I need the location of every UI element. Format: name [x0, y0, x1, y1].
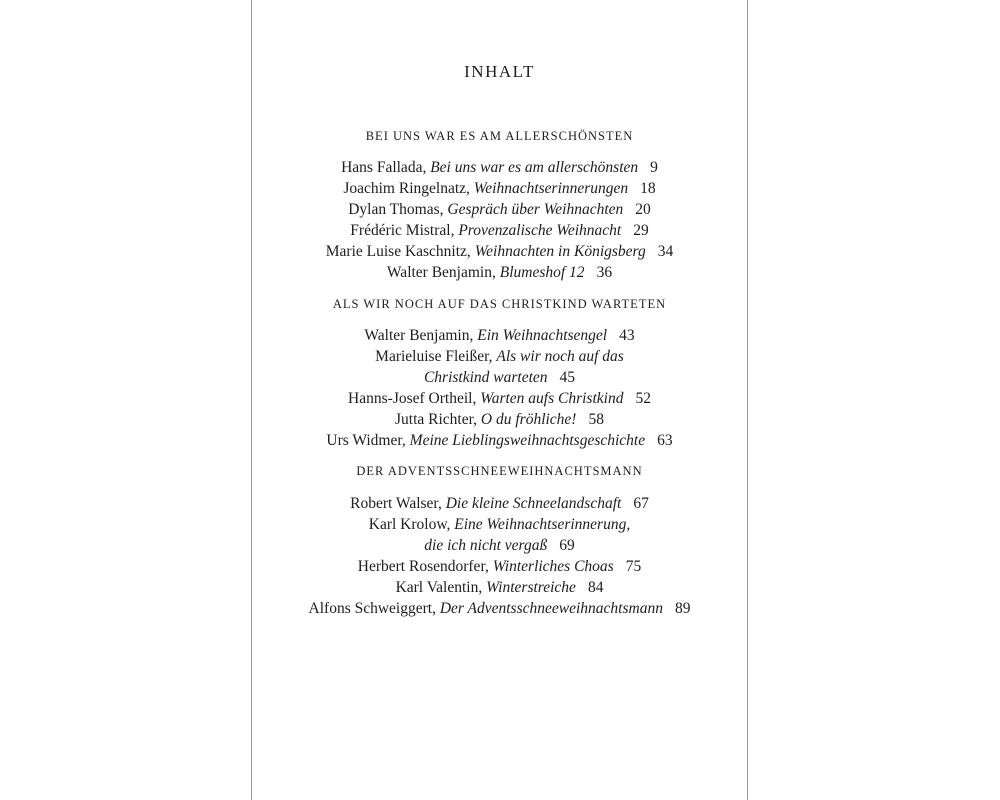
- toc-entry: [252, 410, 747, 430]
- entry-author: Karl Krolow,: [368, 516, 451, 533]
- entry-author: Hans Fallada,: [341, 159, 427, 176]
- entry-author: Marie Luise Kaschnitz,: [325, 243, 471, 260]
- toc-entry: [252, 326, 747, 346]
- entry-page-number: 69: [559, 537, 575, 554]
- entry-author: Frédéric Mistral,: [350, 222, 455, 239]
- entry-author: Urs Widmer,: [326, 432, 406, 449]
- entry-author: Herbert Rosendorfer,: [357, 558, 489, 575]
- toc-entry: [252, 515, 747, 535]
- toc-entry-continuation: [252, 368, 747, 388]
- entry-work: Provenzalische Weihnacht: [458, 222, 622, 239]
- entry-page-number: 9: [650, 159, 658, 176]
- entry-work: Die kleine Schneelandschaft: [445, 495, 622, 512]
- entry-page-number: 67: [633, 495, 649, 512]
- entry-author: Dylan Thomas,: [348, 201, 444, 218]
- entry-author: Robert Walser,: [350, 495, 442, 512]
- entry-author: Jutta Richter,: [395, 411, 478, 428]
- entry-work: Winterstreiche: [486, 579, 576, 596]
- entry-work: Meine Lieblingsweihnachtsgeschichte: [409, 432, 646, 449]
- entry-work: Gespräch über Weihnachten: [447, 201, 624, 218]
- entry-author: Joachim Ringelnatz,: [343, 180, 470, 197]
- toc-entry: [252, 221, 747, 241]
- entry-work: O du fröhliche!: [480, 411, 577, 428]
- toc-entry: [252, 347, 747, 367]
- entry-author: Walter Benjamin,: [364, 327, 474, 344]
- entry-work-continuation: die ich nicht vergaß: [424, 537, 548, 554]
- entry-work: Ein Weihnachtsengel: [477, 327, 608, 344]
- entry-page-number: 58: [588, 411, 604, 428]
- entry-page-number: 34: [657, 243, 674, 260]
- entry-page-number: 84: [587, 579, 604, 596]
- section-heading: BEI UNS WAR ES AM ALLERSCHÖNSTEN: [365, 129, 634, 143]
- toc-entry: [252, 431, 747, 451]
- entry-page-number: 63: [657, 432, 673, 449]
- entry-page-number: 36: [596, 264, 613, 281]
- entry-author: Karl Valentin,: [395, 579, 483, 596]
- entry-work: Warten aufs Christkind: [480, 390, 624, 407]
- toc-entry: [252, 242, 747, 262]
- entry-page-number: 52: [635, 390, 651, 407]
- entry-page-number: 43: [619, 327, 635, 344]
- toc-entry: [252, 578, 747, 598]
- toc-entry: [252, 599, 747, 619]
- entry-work: Blumeshof 12: [499, 264, 585, 281]
- entry-author: Walter Benjamin,: [386, 264, 496, 281]
- toc-entry: [252, 200, 747, 220]
- entry-page-number: 75: [625, 558, 642, 575]
- entry-page-number: 18: [640, 180, 656, 197]
- toc-entry: [252, 557, 747, 577]
- entry-author: Alfons Schweiggert,: [308, 600, 436, 617]
- entry-author: Hanns-Josef Ortheil,: [348, 390, 477, 407]
- entry-work: Bei uns war es am allerschönsten: [430, 159, 639, 176]
- toc-entry: [252, 263, 747, 283]
- toc-entry: [252, 179, 747, 199]
- entry-work: Als wir noch auf das: [496, 348, 624, 365]
- entry-work-continuation: Christkind warteten: [423, 369, 548, 386]
- entry-work: Weihnachtserinnerungen: [473, 180, 629, 197]
- book-page: [251, 0, 748, 800]
- toc-entry: [252, 494, 747, 514]
- entry-work: Der Adventsschneeweihnachtsmann: [439, 600, 663, 617]
- section-heading: DER ADVENTSSCHNEEWEIHNACHTSMANN: [356, 464, 643, 478]
- entry-page-number: 29: [633, 222, 649, 239]
- entry-page-number: 89: [674, 600, 691, 617]
- entry-page-number: 20: [635, 201, 651, 218]
- toc-entry-continuation: [252, 536, 747, 556]
- page-title: INHALT: [464, 62, 535, 81]
- entry-work: Winterliches Choas: [492, 558, 614, 575]
- toc-entry: [252, 389, 747, 409]
- entry-work: Eine Weihnachtserinnerung,: [454, 516, 631, 533]
- toc-entry: [252, 158, 747, 178]
- entry-author: Marieluise Fleißer,: [375, 348, 493, 365]
- entry-work: Weihnachten in Königsberg: [474, 243, 646, 260]
- section-heading: ALS WIR NOCH AUF DAS CHRISTKIND WARTETEN: [332, 297, 667, 311]
- entry-page-number: 45: [559, 369, 576, 386]
